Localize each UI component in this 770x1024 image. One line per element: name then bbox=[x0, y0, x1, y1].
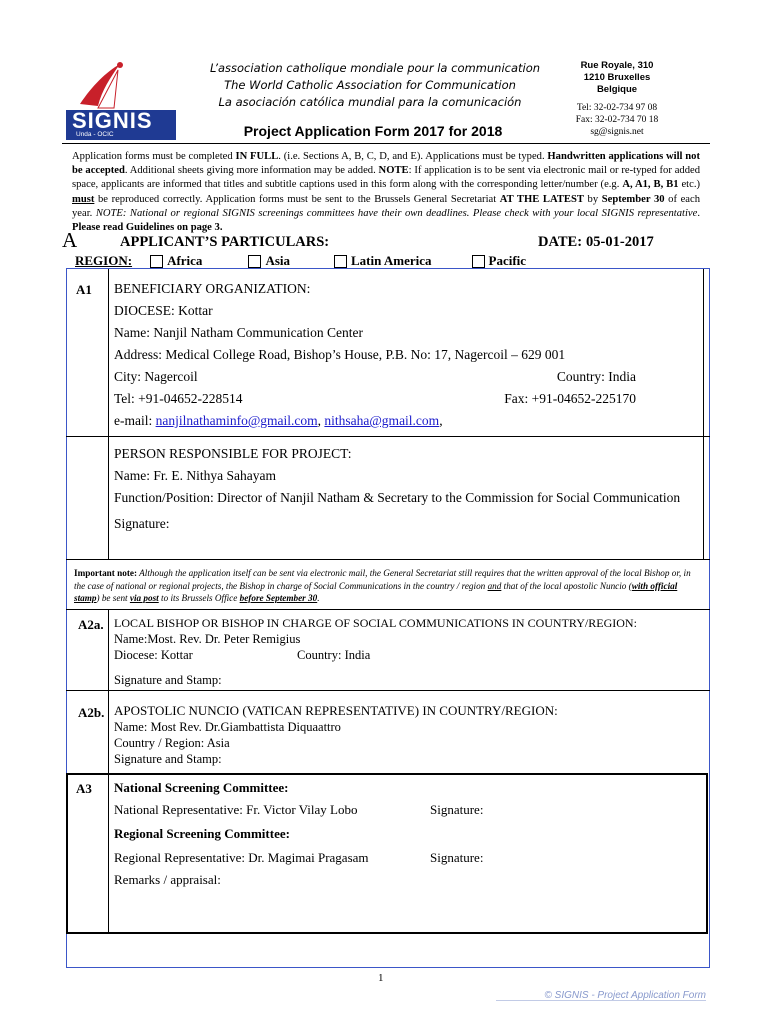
org-heading: BENEFICIARY ORGANIZATION: bbox=[114, 281, 311, 296]
region-option-label: Pacific bbox=[488, 253, 527, 268]
row-label-a2a: A2a. bbox=[78, 617, 104, 632]
contact-tel: Tel: 32-02-734 97 08 bbox=[576, 103, 658, 113]
address-line: 1210 Bruxelles bbox=[583, 72, 651, 83]
region-label: REGION: bbox=[75, 253, 133, 268]
row-label-a2b: A2b. bbox=[78, 705, 105, 720]
row-divider bbox=[66, 609, 710, 610]
tel-fax-row bbox=[114, 388, 636, 410]
page-number: 1 bbox=[378, 972, 384, 984]
region-option-label: Asia bbox=[265, 253, 290, 268]
postal-address bbox=[557, 60, 677, 96]
row-label-a1: A1 bbox=[76, 282, 92, 297]
apostolic-nuncio-block bbox=[114, 703, 704, 767]
region-option-label: Latin America bbox=[351, 253, 432, 268]
regional-signature[interactable]: Signature: bbox=[430, 850, 484, 865]
column-divider bbox=[703, 269, 704, 559]
beneficiary-organization-block bbox=[114, 278, 636, 432]
regional-committee-heading: Regional Screening Committee: bbox=[114, 826, 290, 841]
person-name[interactable]: Name: Fr. E. Nithya Sahayam bbox=[114, 468, 276, 483]
national-committee-heading: National Screening Committee: bbox=[114, 780, 289, 795]
region-checkbox-asia[interactable] bbox=[248, 255, 261, 268]
regional-rep-row bbox=[114, 850, 694, 872]
row-divider bbox=[66, 436, 710, 437]
region-checkbox-africa[interactable] bbox=[150, 255, 163, 268]
nuncio-heading: APOSTOLIC NUNCIO (VATICAN REPRESENTATIVE) IN COUNTRY/REGION: bbox=[114, 703, 558, 718]
row-label-a3: A3 bbox=[76, 781, 92, 796]
date-field: DATE: 05-01-2017 bbox=[538, 234, 654, 250]
remarks-field[interactable]: Remarks / appraisal: bbox=[114, 872, 221, 887]
bishop-name[interactable]: Name:Most. Rev. Dr. Peter Remigius bbox=[114, 632, 301, 646]
address-line: Belgique bbox=[596, 84, 638, 95]
org-tel[interactable]: Tel: +91-04652-228514 bbox=[114, 391, 243, 406]
association-name-fr: L’association catholique mondiale pour la communication bbox=[210, 61, 541, 75]
email-link-2[interactable]: nithsaha@gmail.com bbox=[324, 413, 440, 428]
bishop-diocese[interactable]: Diocese: Kottar bbox=[114, 648, 193, 662]
national-representative[interactable]: National Representative: Fr. Victor Vilay Lobo bbox=[114, 802, 358, 817]
national-signature[interactable]: Signature: bbox=[430, 802, 484, 817]
address-line: Rue Royale, 310 bbox=[580, 60, 654, 71]
region-option-label: Africa bbox=[167, 253, 203, 268]
org-fax[interactable]: Fax: +91-04652-225170 bbox=[504, 391, 636, 406]
nuncio-name[interactable]: Name: Most Rev. Dr.Giambattista Diquaattro bbox=[114, 720, 341, 734]
row-divider bbox=[66, 559, 710, 560]
column-divider bbox=[108, 269, 109, 559]
region-checkbox-latin-america[interactable] bbox=[334, 255, 347, 268]
bishop-heading: LOCAL BISHOP OR BISHOP IN CHARGE OF SOCIAL COMMUNICATIONS IN COUNTRY/REGION: bbox=[114, 616, 637, 630]
contact-fax: Fax: 32-02-734 70 18 bbox=[575, 115, 659, 125]
nuncio-country[interactable]: Country / Region: Asia bbox=[114, 736, 230, 750]
region-checkbox-pacific[interactable] bbox=[472, 255, 485, 268]
regional-representative[interactable]: Regional Representative: Dr. Magimai Pragasam bbox=[114, 850, 369, 865]
person-signature[interactable]: Signature: bbox=[114, 516, 170, 531]
local-bishop-block bbox=[114, 615, 704, 688]
email-label: e-mail: bbox=[114, 413, 156, 428]
logo-subtext: Unda - OCIC bbox=[76, 131, 114, 138]
signis-logo bbox=[62, 56, 180, 140]
org-name[interactable]: Name: Nanjil Natham Communication Center bbox=[114, 325, 363, 340]
section-title: APPLICANT’S PARTICULARS: bbox=[120, 234, 330, 250]
org-address[interactable]: Address: Medical College Road, Bishop’s House, P.B. No: 17, Nagercoil – 629 001 bbox=[114, 347, 566, 362]
responsible-person-block bbox=[114, 443, 694, 535]
row-divider bbox=[66, 690, 710, 691]
column-divider bbox=[108, 774, 109, 933]
bishop-signature[interactable]: Signature and Stamp: bbox=[114, 673, 222, 687]
bishop-country[interactable]: Country: India bbox=[297, 648, 371, 662]
email-link-1[interactable]: nanjilnathaminfo@gmail.com bbox=[155, 413, 318, 428]
org-country[interactable]: Country: India bbox=[556, 369, 636, 384]
footer-copyright: © SIGNIS - Project Application Form bbox=[544, 990, 706, 1001]
association-name-es: La asociación católica mundial para la comunicación bbox=[218, 95, 522, 109]
important-note: Important note: Although the application itself can be sent via electronic mail, the General Secretariat still requires that the written approval of the local Bishop or, in the case of national or regional projects, the Bishop in charge of Social Communications in the country / region and that of the local apostolic Nuncio (with official stamp) be sent via post to its Brussels Office before September 30. bbox=[74, 568, 691, 603]
screening-committee-block bbox=[114, 780, 694, 888]
instructions-paragraph: Application forms must be completed IN FULL. (i.e. Sections A, B, C, D, and E). Applications must be typed. Handwritten applications will not be accepted. Additional sheets giving more information may be added. NOTE: If application is to be sent via electronic mail or re-typed for added space, applicants are informed that titles and subtitle captions used in this form along with the corresponding letter/number (e.g. A, A1, B, B1 etc.) must be reproduced correctly. Application forms must be sent to the Brussels General Secretariat AT THE LATEST by September 30 of each year. NOTE: National or regional SIGNIS screenings committees have their own deadlines. Please check with your local SIGNIS representative. Please read Guidelines on page 3. bbox=[72, 151, 701, 234]
org-city[interactable]: City: Nagercoil bbox=[114, 369, 198, 384]
column-divider bbox=[108, 609, 109, 773]
contact-details bbox=[557, 102, 677, 138]
national-rep-row bbox=[114, 802, 694, 826]
org-diocese[interactable]: DIOCESE: Kottar bbox=[114, 303, 213, 318]
header-rule bbox=[62, 143, 710, 144]
association-names bbox=[210, 60, 541, 111]
association-name-en: The World Catholic Association for Communication bbox=[224, 78, 516, 92]
person-heading: PERSON RESPONSIBLE FOR PROJECT: bbox=[114, 446, 352, 461]
bishop-diocese-row bbox=[114, 647, 704, 663]
region-selector bbox=[75, 253, 526, 269]
form-title: Project Application Form 2017 for 2018 bbox=[243, 123, 503, 139]
section-letter: A bbox=[62, 228, 78, 252]
contact-email: sg@signis.net bbox=[590, 127, 644, 137]
person-function[interactable]: Function/Position: Director of Nanjil Natham & Secretary to the Commission for Social Communication bbox=[114, 490, 681, 505]
email-row: e-mail: nanjilnathaminfo@gmail.com, nithsaha@gmail.com, bbox=[114, 413, 443, 428]
logo-text: SIGNIS bbox=[72, 108, 153, 133]
city-country-row bbox=[114, 366, 636, 388]
nuncio-signature[interactable]: Signature and Stamp: bbox=[114, 752, 222, 766]
